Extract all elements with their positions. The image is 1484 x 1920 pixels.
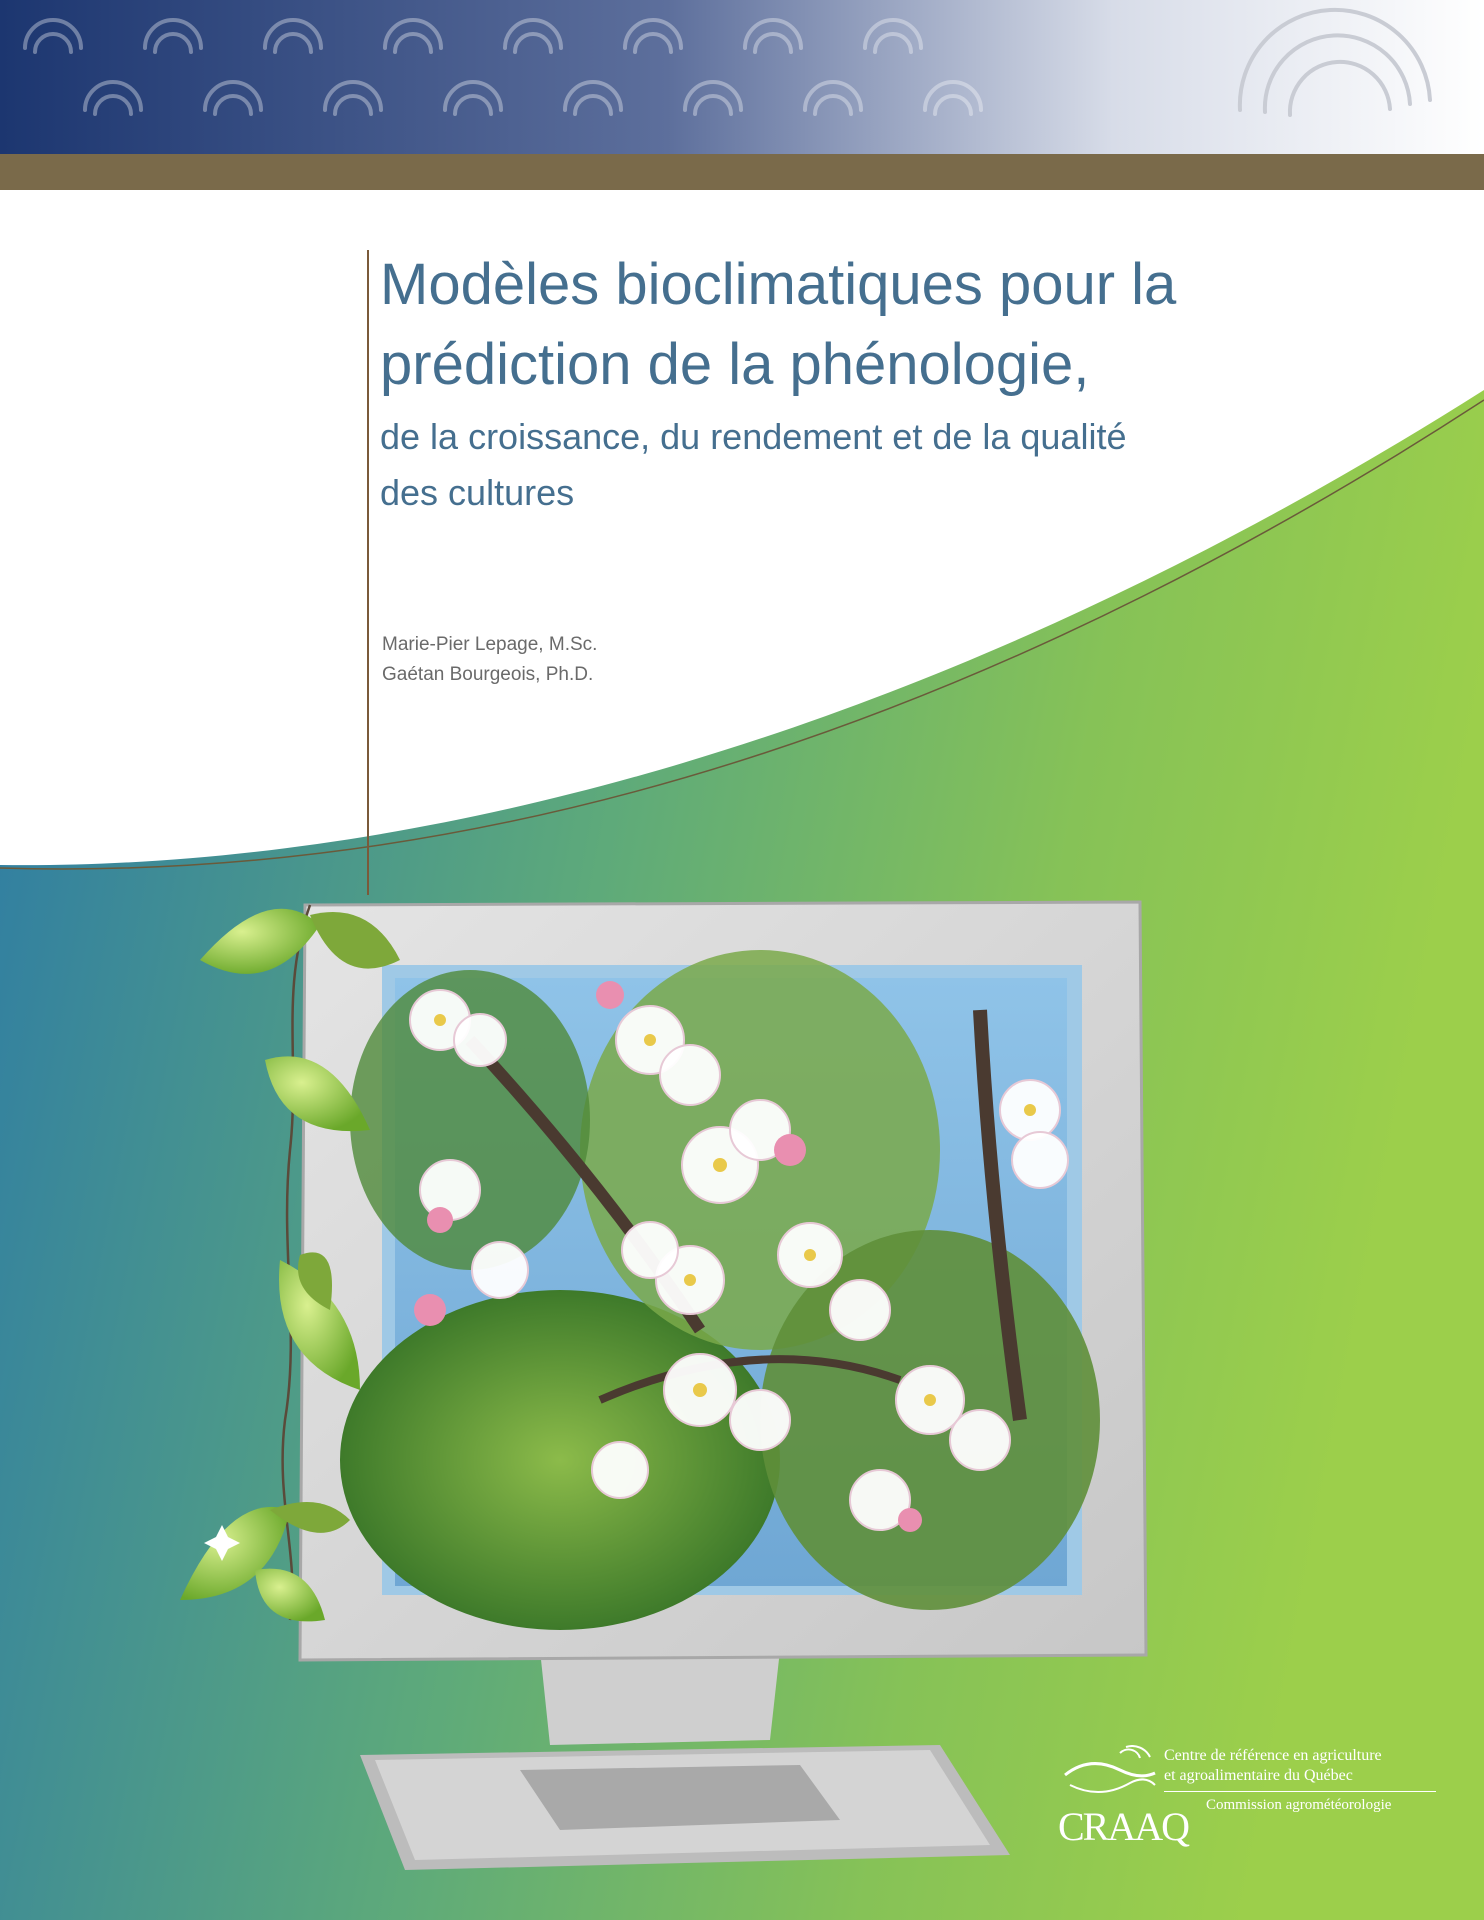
apple-blossom-photo: [340, 950, 1100, 1630]
logo-separator: [1164, 1791, 1436, 1792]
logo-line-2: et agroalimentaire du Québec: [1164, 1767, 1353, 1784]
author-2: Gaétan Bourgeois, Ph.D.: [382, 664, 594, 685]
title-divider-line: [367, 250, 369, 895]
craaq-logo: [1058, 1745, 1438, 1865]
title-line-2: prédiction de la phénologie,: [380, 332, 1090, 397]
title-line-1: Modèles bioclimatiques pour la: [380, 252, 1177, 317]
subtitle-line-2: des cultures: [380, 472, 575, 513]
author-1: Marie-Pier Lepage, M.Sc.: [382, 634, 598, 655]
logo-line-1: Centre de référence en agriculture: [1164, 1747, 1382, 1764]
header-band: [0, 0, 1484, 190]
subtitle-line-1: de la croissance, du rendement et de la qualité: [380, 416, 1127, 457]
authors: [382, 630, 597, 690]
logo-wordmark: CRAAQ: [1058, 1804, 1189, 1849]
logo-line-3: Commission agrométéorologie: [1206, 1797, 1392, 1813]
title-block: [380, 245, 1380, 521]
